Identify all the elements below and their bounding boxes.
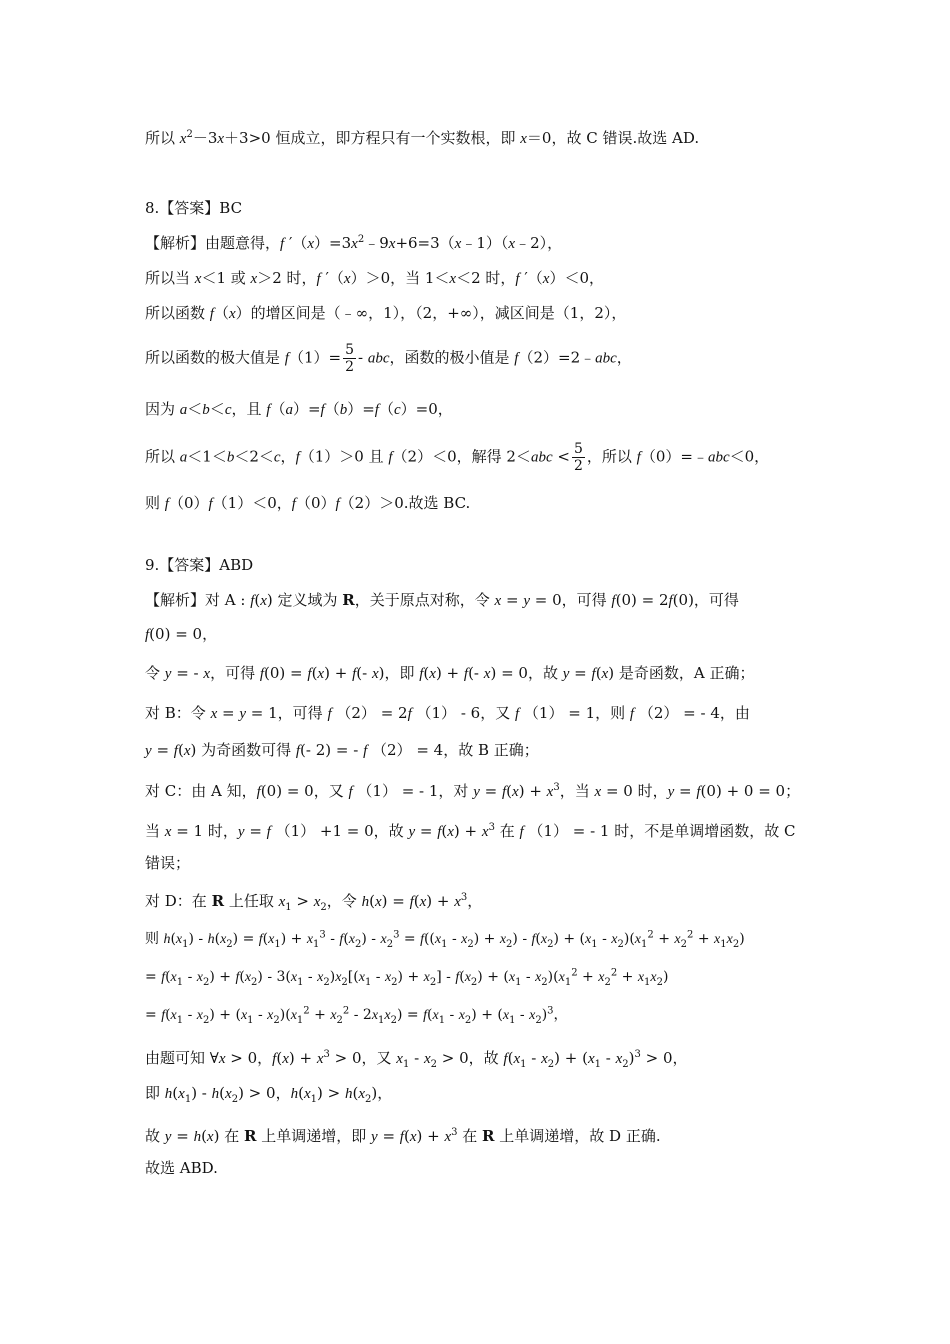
text-line-1: 所以 $x^2-3x+3>0$ 恒成立，即方程只有一个实数根，即 x＝0，故 C 错误.故选 AD. bbox=[145, 129, 700, 147]
text-line-8-2: 所以当 x＜1 或 x＞2 时，f ′（x）＞0，当 1＜x＜2 时，f ′（x）＜0， bbox=[145, 269, 604, 287]
text-line-9-8: 错误； bbox=[145, 854, 191, 872]
text-line-8-3: 所以函数 f（x）的增区间是（﹣∞，1），（2，+∞），减区间是（1，2）， bbox=[145, 304, 627, 322]
text-line-9-10: 则 $h(x_1) - h(x_2) = f(x_1) + x_1^3 - f(x_2) - x_2^3 = f((x_1 - x_2) + x_2) - f(x_2) + (x_1 - x_2)(x_1^2 + x_2^2 + x_1x_2)$ bbox=[145, 929, 745, 950]
text-line-9-12: = $f(x_1 - x_2) + (x_1 - x_2)(x_1^2 + x_2^2 - 2x_1x_2) = f(x_1 - x_2) + (x_1 - x_2)^3$， bbox=[145, 1005, 568, 1026]
text-line-9-13: 由题可知 ∀x > 0，$f(x) + x^3 > 0$，又 $x_1 - x_2 > 0$，故 $f(x_1 - x_2) + (x_1 - x_2)^3 > 0$， bbox=[145, 1049, 688, 1070]
text-line-8-6: 所以 a＜1＜b＜2＜c，f（1）＞0 且 f（2）＜0，解得 2＜abc < $\frac{5}{2}$ ，所以 f（0）=﹣abc＜0， bbox=[145, 441, 770, 474]
text-line-9-16: 故选 ABD. bbox=[145, 1159, 218, 1177]
text-line-8-5: 因为 a＜b＜c，且 f（a）=f（b）=f（c）=0， bbox=[145, 400, 453, 418]
text-line-9-11: = $f(x_1 - x_2) + f(x_2) - 3(x_1 - x_2)x_2[(x_1 - x_2) + x_2] - f(x_2) + (x_1 - x_2)(x_1^2 + x_2^2 + x_1x_2)$ bbox=[145, 967, 669, 988]
text-line-9-5: y = f(x) 为奇函数可得 f(- 2) = - f （2） = 4，故 B 正确； bbox=[145, 741, 539, 759]
text-line-9-4: 对 B：令 x = y = 1，可得 f （2） = 2f （1） - 6，又 f （1） = 1，则 f （2） = - 4，由 bbox=[145, 704, 750, 722]
text-line-8-4: 所以函数的极大值是 f（1）= $\frac{5}{2}$ - abc，函数的极小值是 f（2）=2﹣abc， bbox=[145, 342, 632, 375]
text-line-8-1: 【解析】由题意得，f $'(x)=3x^2﹣9x+6=3(x﹣1)(x﹣2)$， bbox=[145, 234, 563, 252]
answer-9-heading: 9.【答案】ABD bbox=[145, 556, 254, 574]
text-line-9-6: 对 C：由 A 知，f(0) = 0，又 f （1） = - 1，对 $y = f(x) + x^3$，当 x = 0 时，y = f(0) + 0 = 0； bbox=[145, 782, 801, 800]
text-line-9-2: f(0) = 0， bbox=[145, 625, 218, 643]
text-line-9-15: 故 y = h(x) 在 R 上单调递增，即 $y = f(x) + x^3$ 在 R 上单调递增，故 D 正确. bbox=[145, 1127, 661, 1145]
text-line-9-1: 【解析】对 A : f(x) 定义域为 R，关于原点对称，令 x = y = 0，可得 f(0) = 2f(0)，可得 bbox=[145, 591, 739, 609]
text-line-8-7: 则 f（0）f（1）＜0，f（0）f（2）＞0.故选 BC. bbox=[145, 494, 471, 512]
text-line-9-14: 即 $h(x_1) - h(x_2) > 0$，$h(x_1) > h(x_2)$， bbox=[145, 1084, 393, 1105]
answer-8-heading: 8.【答案】BC bbox=[145, 199, 243, 217]
text-line-9-7: 当 x = 1 时，y = f （1） +1 = 0，故 $y = f(x) + x^3$ 在 f （1） = - 1 时，不是单调增函数，故 C bbox=[145, 822, 796, 840]
text-line-9-9: 对 D：在 R 上任取 $x_1 > x_2$，令 $h(x) = f(x) + x^3$， bbox=[145, 892, 483, 913]
text-line-9-3: 令 y = - x，可得 f(0) = f(x) + f(- x)，即 f(x) + f(- x) = 0，故 y = f(x) 是奇函数，A 正确； bbox=[145, 664, 755, 682]
